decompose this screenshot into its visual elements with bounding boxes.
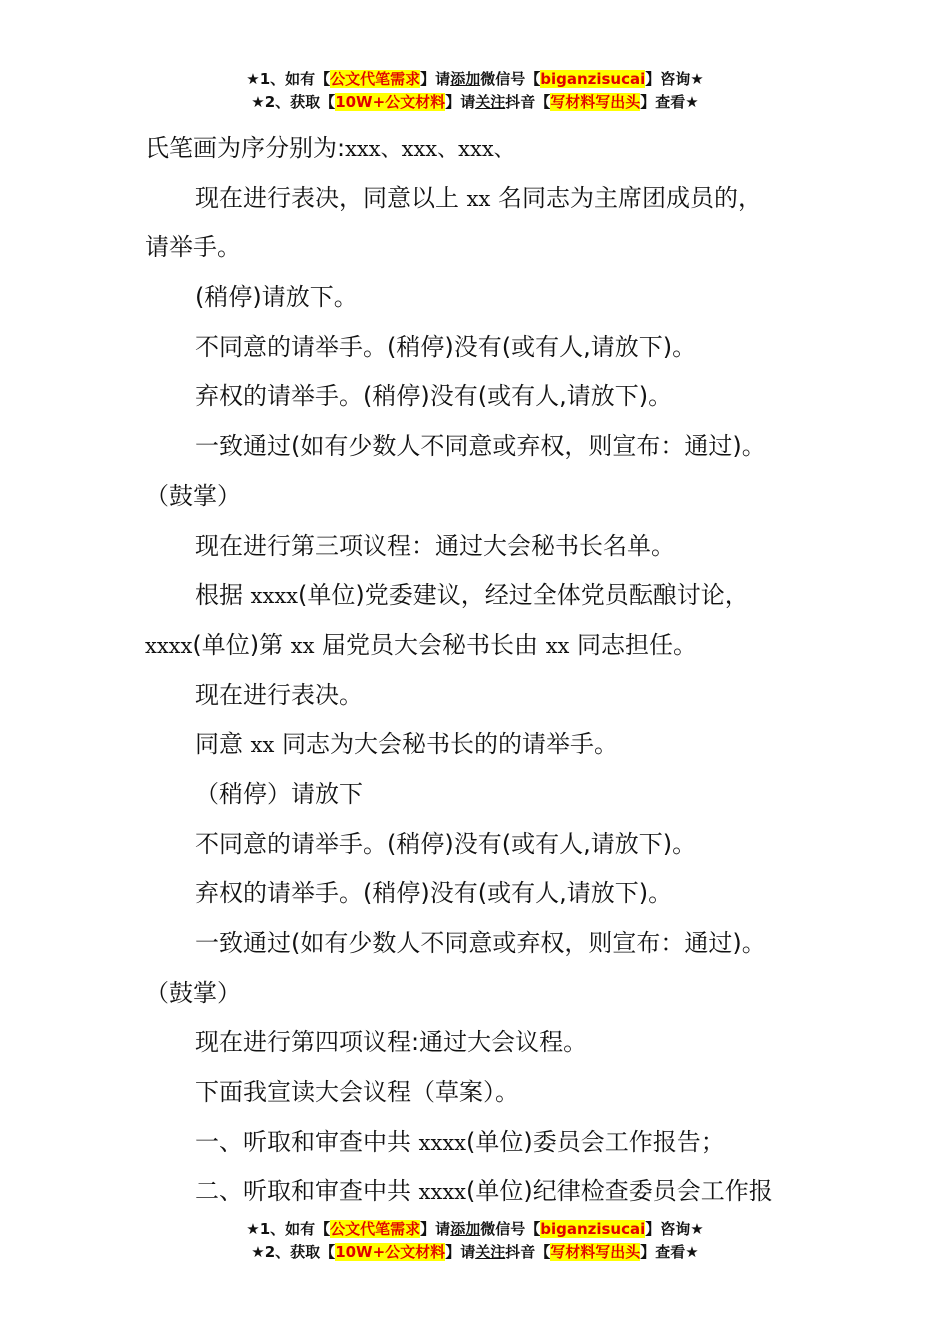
paragraph-line: 根据 xxxx(单位)党委建议，经过全体党员酝酿讨论， [195,581,749,610]
wechat-id: biganzisucai [540,1220,646,1238]
paragraph-line: (稍停)请放下。 [195,283,358,312]
paragraph-line: xxxx(单位)第 xx 届党员大会秘书长由 xx 同志担任。 [145,630,698,659]
wechat-id: biganzisucai [540,70,646,88]
paragraph-line: 现在进行表决。 [195,680,363,709]
paragraph-line: 氏笔画为序分别为:xxx、xxx、xxx、 [145,134,515,162]
banner-line-2: ★2、获取【10W+公文材料】请关注抖音【写材料写出头】查看★ [251,93,699,111]
paragraph-line: 现在进行表决，同意以上 xx 名同志为主席团成员的， [195,183,762,212]
douyin-account: 写材料写出头 [550,1243,641,1261]
paragraph-line: 一、听取和审查中共 xxxx(单位)委员会工作报告； [195,1127,725,1156]
douyin-account: 写材料写出头 [550,93,641,111]
paragraph-line: （鼓掌） [145,481,241,510]
paragraph-line: 弃权的请举手。(稍停)没有(或有人,请放下)。 [195,879,673,908]
paragraph-line: 现在进行第四项议程:通过大会议程。 [195,1028,588,1057]
banner-line-1: ★1、如有【公文代笔需求】请添加微信号【biganzisucai】咨询★ [246,70,704,88]
paragraph-line: 一致通过(如有少数人不同意或弃权，则宣布：通过)。 [195,929,766,957]
paragraph-line: 不同意的请举手。(稍停)没有(或有人,请放下)。 [195,332,697,361]
paragraph-line: 一致通过(如有少数人不同意或弃权，则宣布：通过)。 [195,432,766,461]
highlight-text: 公文代笔需求 [330,70,421,88]
highlight-text: 公文代笔需求 [330,1220,421,1238]
paragraph-line: （鼓掌） [145,978,241,1007]
paragraph-line: 现在进行第三项议程：通过大会秘书长名单。 [195,531,675,560]
highlight-text: 10W+公文材料 [335,93,446,111]
highlight-text: 10W+公文材料 [335,1243,446,1261]
banner-line-1: ★1、如有【公文代笔需求】请添加微信号【biganzisucai】咨询★ [246,1220,704,1238]
paragraph-line: （稍停）请放下 [195,779,363,808]
paragraph-line: 请举手。 [145,233,241,262]
paragraph-line: 不同意的请举手。(稍停)没有(或有人,请放下)。 [195,829,697,858]
paragraph-line: 下面我宣读大会议程（草案）。 [195,1078,519,1107]
banner-line-2: ★2、获取【10W+公文材料】请关注抖音【写材料写出头】查看★ [251,1243,699,1261]
paragraph-line: 弃权的请举手。(稍停)没有(或有人,请放下)。 [195,382,673,411]
document-body [145,124,845,1217]
footer-banner [0,1218,950,1264]
paragraph-line: 同意 xx 同志为大会秘书长的的请举手。 [195,730,618,759]
header-banner [0,68,950,114]
paragraph-line: 二、听取和审查中共 xxxx(单位)纪律检查委员会工作报 [195,1177,773,1206]
